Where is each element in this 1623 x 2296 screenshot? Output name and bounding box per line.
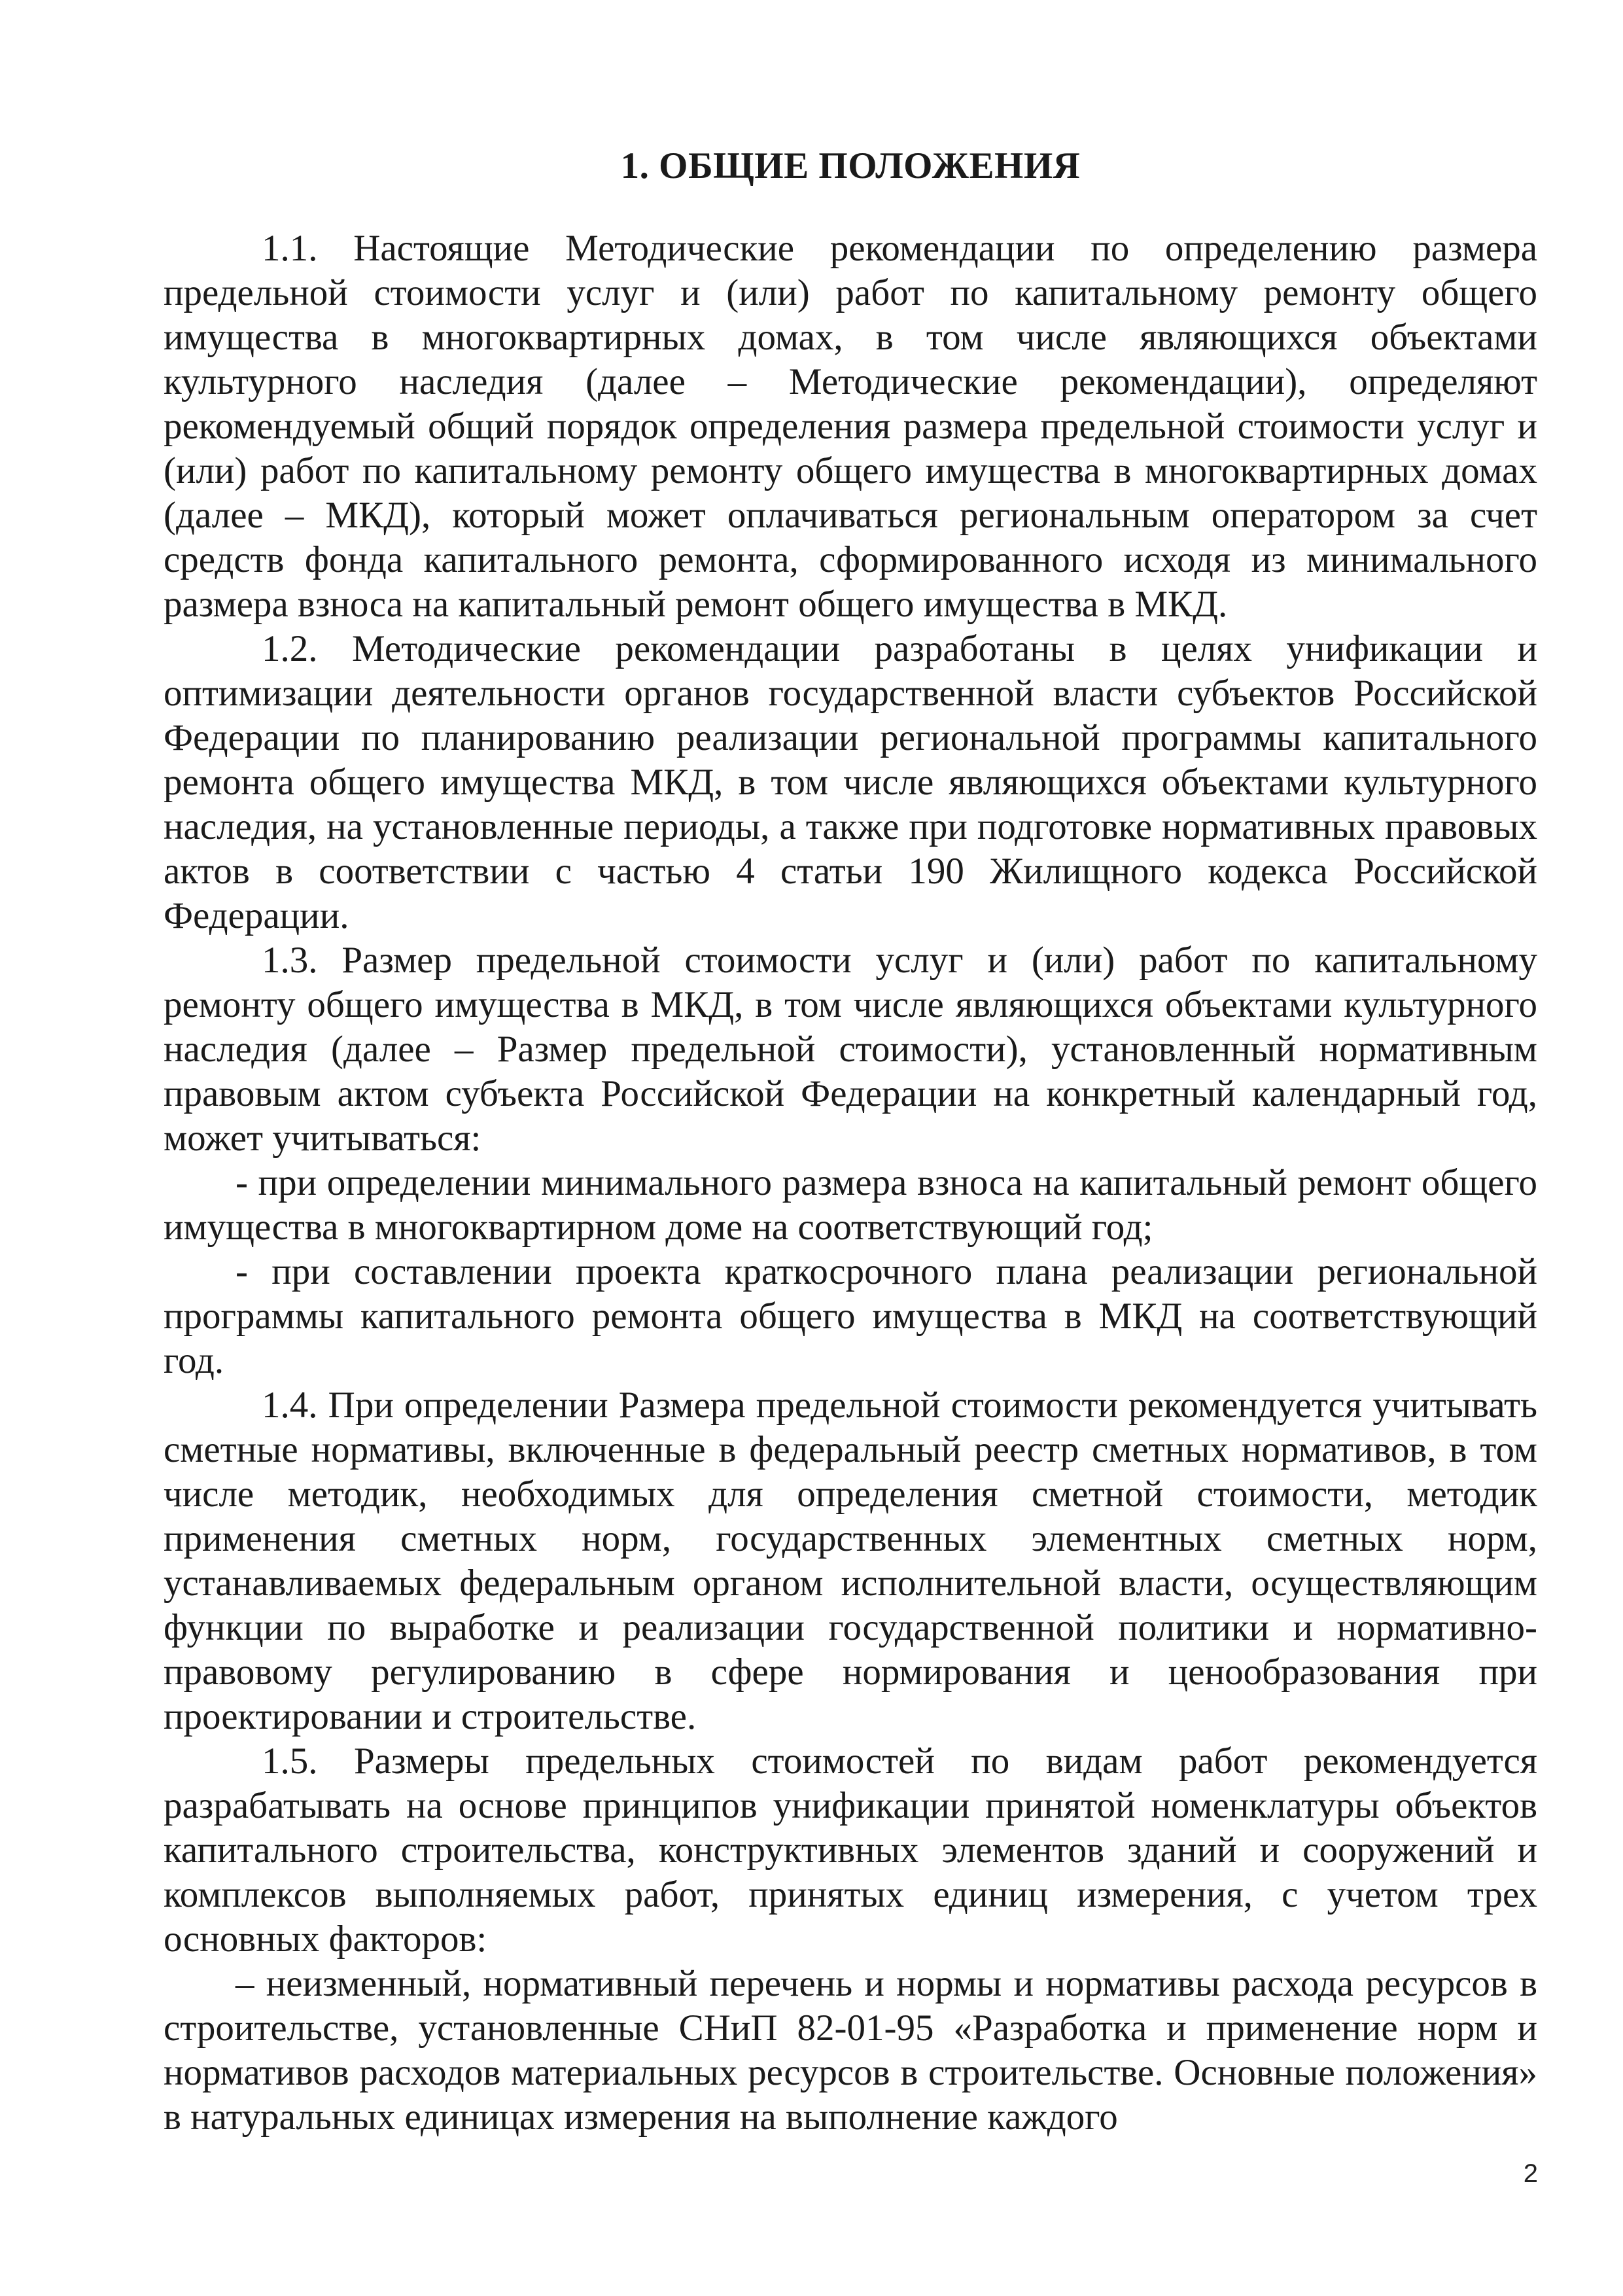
list-item-short-term-plan: - при составлении проекта краткосрочного плана реализации региональной программы капитального ремонта общего имущества в МКД на соответствующий год. <box>164 1251 1537 1381</box>
document-page <box>164 131 1537 2140</box>
paragraph-1-3: 1.3. Размер предельной стоимости услуг и (или) работ по капитальному ремонту общего имущества в МКД, в том числе являющихся объектами культурного наследия (далее – Размер предельной стоимости), установленный нормативным правовым актом субъекта Российской Федерации на конкретный календарный год, может учитываться: <box>164 940 1537 1159</box>
paragraph-1-1: 1.1. Настоящие Методические рекомендации по определению размера предельной стоимости услуг и (или) работ по капитальному ремонту общего имущества в многоквартирных домах, в том числе являющихся объектами культурного наследия (далее – Методические рекомендации), определяют рекомендуемый общий порядок определения размера предельной стоимости услуг и (или) работ по капитальному ремонту общего имущества в многоквартирных домах (далее – МКД), который может оплачиваться региональным оператором за счет средств фонда капитального ремонта, сформированного исходя из минимального размера взноса на капитальный ремонт общего имущества в МКД. <box>164 228 1537 625</box>
section-heading: 1. ОБЩИЕ ПОЛОЖЕНИЯ <box>620 145 1081 186</box>
page-number: 2 <box>1523 2159 1538 2188</box>
paragraph-1-5: 1.5. Размеры предельных стоимостей по видам работ рекомендуется разрабатывать на основе принципов унификации принятой номенклатуры объектов капитального строительства, конструктивных элементов зданий и сооружений и комплексов выполняемых работ, принятых единиц измерения, с учетом трех основных факторов: <box>164 1740 1537 1960</box>
paragraph-1-2: 1.2. Методические рекомендации разработаны в целях унификации и оптимизации деятельности органов государственной власти субъектов Российской Федерации по планированию реализации региональной программы капитального ремонта общего имущества МКД, в том числе являющихся объектами культурного наследия, на установленные периоды, а также при подготовке нормативных правовых актов в соответствии с частью 4 статьи 190 Жилищного кодекса Российской Федерации. <box>164 628 1537 936</box>
list-item-minimum-contribution: - при определении минимального размера взноса на капитальный ремонт общего имущества в многоквартирном доме на соответствующий год; <box>164 1162 1537 1248</box>
list-item-resource-norms: – неизменный, нормативный перечень и нормы и нормативы расхода ресурсов в строительстве, установленные СНиП 82-01-95 «Разработка и применение норм и нормативов расходов материальных ресурсов в строительстве. Основные положения» в натуральных единицах измерения на выполнение каждого <box>164 1963 1537 2138</box>
paragraph-1-4: 1.4. При определении Размера предельной стоимости рекомендуется учитывать сметные нормативы, включенные в федеральный реестр сметных нормативов, в том числе методик, необходимых для определения сметной стоимости, методик применения сметных норм, государственных элементных сметных норм, устанавливаемых федеральным органом исполнительной власти, осуществляющим функции по выработке и реализации государственной политики и нормативно-правовому регулированию в сфере нормирования и ценообразования при проектировании и строительстве. <box>164 1385 1537 1737</box>
